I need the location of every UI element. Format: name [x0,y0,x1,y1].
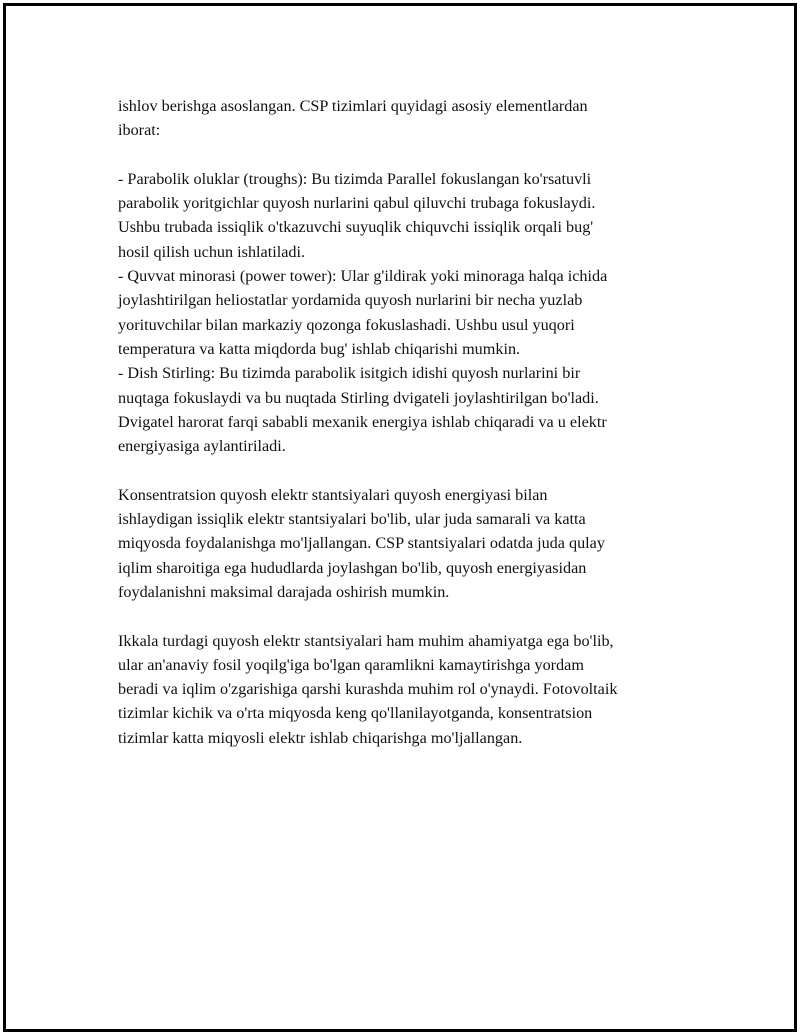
text-line: Dvigatel harorat farqi sababli mexanik energiya ishlab chiqaradi va u elektr [118,412,607,431]
text-line: Ushbu trubada issiqlik o'tkazuvchi suyuqlik chiquvchi issiqlik orqali bug' [118,218,594,237]
text-line: - Dish Stirling: Bu tizimda parabolik isitgich idishi quyosh nurlarini bir [118,364,581,383]
document-body [118,94,703,774]
text-line: ishlaydigan issiqlik elektr stantsiyalari bo'lib, ular juda samarali va katta [118,510,586,529]
text-line: ishlov berishga asoslangan. CSP tizimlari quyidagi asosiy elementlardan [118,97,588,115]
text-line: - Quvvat minorasi (power tower): Ular g'ildirak yoki minoraga halqa ichida [118,267,608,286]
text-line: iqlim sharoitiga ega hududlarda joylashgan bo'lib, quyosh energiyasidan [118,558,587,577]
paragraph [118,94,703,143]
text-line: iborat: [118,121,161,140]
text-line: energiyasiga aylantiriladi. [118,437,286,456]
text-line: Konsentratsion quyosh elektr stantsiyalari quyosh energiyasi bilan [118,485,548,504]
paragraph [118,483,703,604]
text-line: Ikkala turdagi quyosh elektr stantsiyalari ham muhim ahamiyatga ega bo'lib, [118,631,614,650]
text-line: joylashtirilgan heliostatlar yordamida quyosh nurlarini bir necha yuzlab [118,291,583,310]
text-line: tizimlar katta miqyosli elektr ishlab chiqarishga mo'ljallangan. [118,728,523,747]
text-line: tizimlar kichik va o'rta miqyosda keng qo'llanilayotganda, konsentratsion [118,704,593,723]
text-line: hosil qilish uchun ishlatiladi. [118,242,306,261]
paragraph [118,629,703,750]
paragraph [118,167,703,459]
text-line: parabolik yoritgichlar quyosh nurlarini qabul qiluvchi trubaga fokuslaydi. [118,194,596,213]
text-line: foydalanishni maksimal darajada oshirish mumkin. [118,582,450,601]
text-line: nuqtaga fokuslaydi va bu nuqtada Stirling dvigateli joylashtirilgan bo'ladi. [118,388,599,407]
text-line: yorituvchilar bilan markaziy qozonga fokuslashadi. Ushbu usul yuqori [118,315,575,334]
text-line: ular an'anaviy fosil yoqilg'iga bo'lgan qaramlikni kamaytirishga yordam [118,655,584,674]
text-line: beradi va iqlim o'zgarishiga qarshi kurashda muhim rol o'ynaydi. Fotovoltaik [118,680,618,699]
text-line: miqyosda foydalanishga mo'ljallangan. CSP stantsiyalari odatda juda qulay [118,534,605,553]
text-line: - Parabolik oluklar (troughs): Bu tizimda Parallel fokuslangan ko'rsatuvli [118,169,592,188]
text-line: temperatura va katta miqdorda bug' ishlab chiqarishi mumkin. [118,339,521,358]
